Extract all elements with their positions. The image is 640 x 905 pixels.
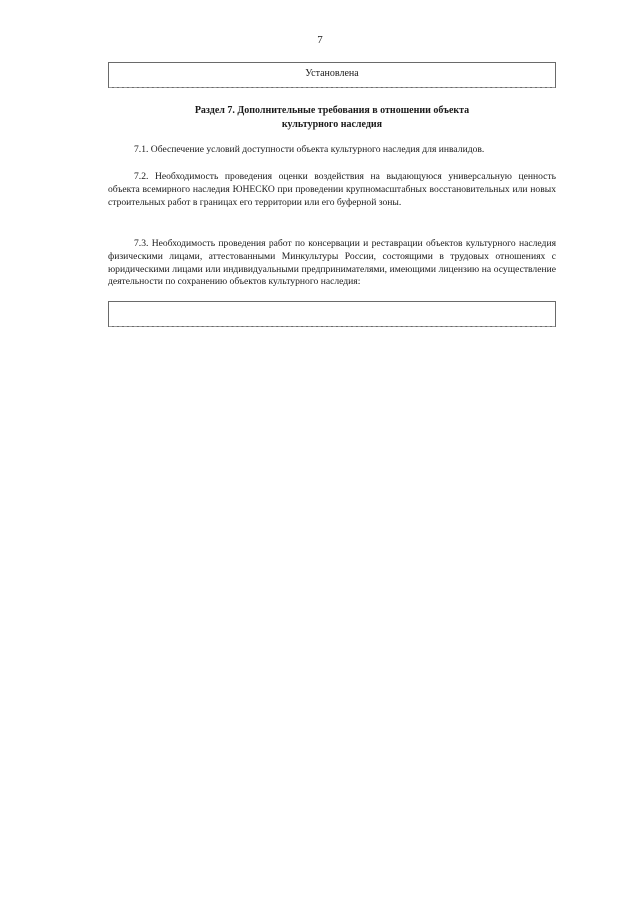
section-title	[108, 104, 556, 132]
section-title-line-1: Раздел 7. Дополнительные требования в отношении объекта	[194, 105, 470, 116]
paragraph-7-3: 7.3. Необходимость проведения работ по консервации и реставрации объектов культурного наследия физическими лицами, аттестованными Минкультуры России, состоящими в трудовых отношениях с юридическими лицами или индивидуальными предпринимателями, имеющими лицензию на осуществление деятельности по сохранению объектов культурного наследия:	[108, 238, 556, 288]
paragraph-7-2: 7.2. Необходимость проведения оценки воздействия на выдающуюся универсальную ценность объекта всемирного наследия ЮНЕСКО при проведении крупномасштабных восстановительных или новых строительных работ в границах его территории или его буферной зоны.	[108, 171, 556, 208]
section-title-line-2: культурного наследия	[281, 119, 383, 130]
status-label: Установлена	[305, 68, 359, 79]
page-number: 7	[317, 34, 323, 46]
paragraph-7-1: 7.1. Обеспечение условий доступности объекта культурного наследия для инвалидов.	[134, 144, 485, 155]
empty-value-box	[108, 301, 556, 327]
status-box	[108, 62, 556, 88]
